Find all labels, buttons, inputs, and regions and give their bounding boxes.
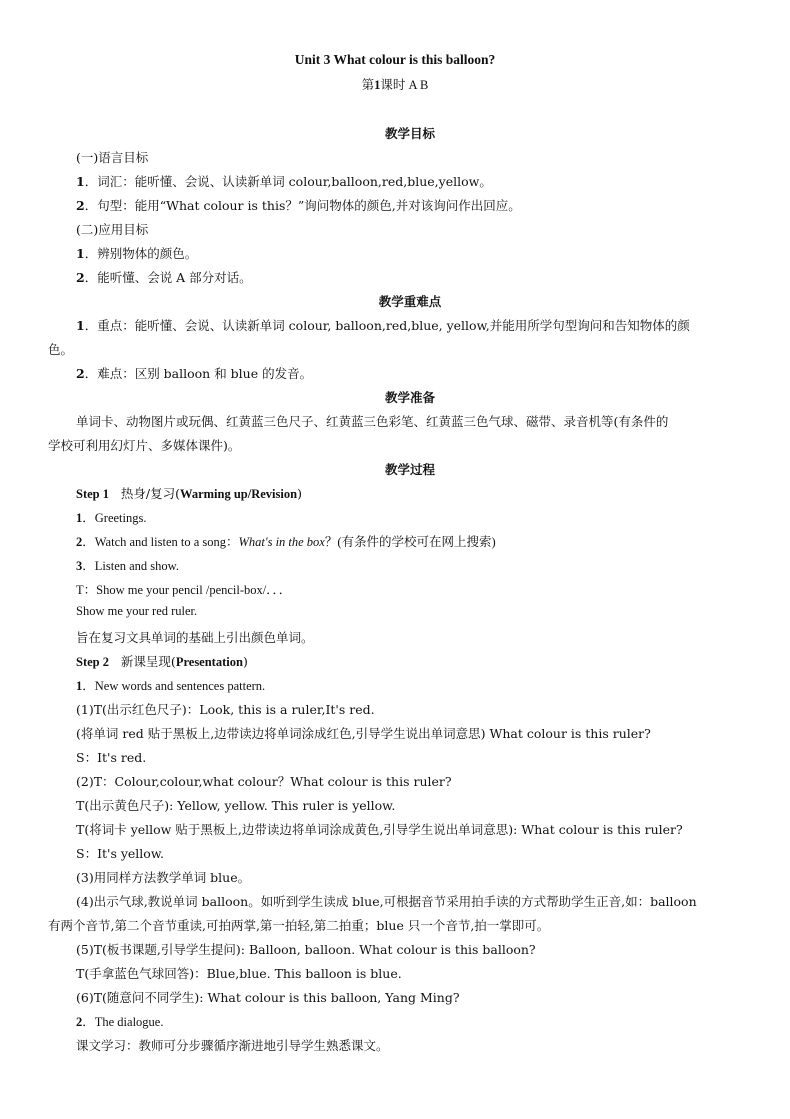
step-close: ) (297, 486, 302, 501)
subtitle-number: 1 (374, 78, 381, 92)
item-text: ．Listen and show. (82, 559, 179, 573)
item-text: ．词汇：能听懂、会说、认读新单词 colour,balloon,red,blue,yellow。 (84, 174, 492, 189)
key-point-2 (76, 364, 312, 382)
goal-application-1 (76, 244, 197, 262)
step-2-para-1: (1)T(出示红色尺子)：Look, this is a ruler,It's red. (76, 702, 375, 717)
step-1-aim: 旨在复习文具单词的基础上引出颜色单词。 (76, 630, 314, 645)
step-2-para-13: 课文学习：教师可分步骤循序渐进地引导学生熟悉课文。 (76, 1038, 389, 1053)
step-2-para-4: (2)T：Colour,colour,what colour？What colour is this ruler? (76, 774, 452, 789)
goal-application-heading: (二)应用目标 (76, 222, 149, 237)
step-1-item-2 (76, 532, 496, 550)
item-text: ．Watch and listen to a song： (82, 535, 239, 549)
goal-language-heading: (一)语言目标 (76, 150, 149, 165)
key-point-1 (76, 316, 690, 334)
item-text: ．重点：能听懂、会说、认读新单词 colour, balloon,red,blue, yellow,并能用所学句型询问和告知物体的颜 (84, 318, 690, 333)
step-cn: 热身/复习( (120, 486, 181, 501)
step-en: Presentation (175, 655, 243, 669)
item-number: 2 (76, 1015, 83, 1029)
item-number: 1 (76, 511, 83, 525)
item-number: 2 (76, 366, 85, 381)
item-number: 1 (76, 246, 85, 261)
step-2-para-5: T(出示黄色尺子): Yellow, yellow. This ruler is yellow. (76, 798, 396, 813)
item-number: 2 (76, 270, 85, 285)
lesson-title: Unit 3 What colour is this balloon? (294, 52, 496, 67)
step-2-para-11: T(手拿蓝色气球回答)：Blue,blue. This balloon is blue. (76, 966, 402, 981)
preparation-text-cont: 学校可利用幻灯片、多媒体课件)。 (48, 438, 241, 453)
step-cn: 新课呈现( (120, 654, 176, 669)
step-2-para-9-cont: 有两个音节,第二个音节重读,可拍两掌,第一拍轻,第二拍重；blue 只一个音节,拍一掌即可。 (48, 918, 550, 933)
step-2-item-2 (76, 1012, 163, 1030)
step-2-para-9: (4)出示气球,教说单词 balloon。如听到学生读成 blue,可根据音节采用拍手读的方式帮助学生正音,如：balloon (76, 894, 697, 909)
step-1-show-line: Show me your red ruler. (76, 604, 198, 618)
preparation-text: 单词卡、动物图片或玩偶、红黄蓝三色尺子、红黄蓝三色彩笔、红黄蓝三色气球、磁带、录音机等(有条件的 (76, 414, 669, 429)
goal-language-2 (76, 196, 521, 214)
step-1-item-3 (76, 556, 179, 574)
key-points-heading: 教学重难点 (378, 294, 442, 309)
step-2-para-3: S：It's red. (76, 750, 147, 765)
key-point-1-cont: 色。 (48, 342, 74, 357)
item-text: ．句型：能用“What colour is this？”询问物体的颜色,并对该询问作出回应。 (84, 198, 521, 213)
preparation-heading: 教学准备 (384, 390, 435, 405)
song-title: What's in the box (238, 535, 325, 549)
process-heading: 教学过程 (384, 462, 435, 477)
step-label: Step 2 (76, 655, 109, 669)
item-number: 1 (76, 174, 85, 189)
item-text: ．辨别物体的颜色。 (84, 246, 198, 261)
item-number: 1 (76, 318, 85, 333)
step-1-item-1 (76, 508, 146, 526)
step-1-heading (76, 484, 302, 502)
step-en: Warming up/Revision (180, 487, 298, 501)
item-text: ．难点：区别 balloon 和 blue 的发音。 (84, 366, 313, 381)
step-2-para-12: (6)T(随意问不同学生): What colour is this balloon, Yang Ming? (76, 990, 460, 1005)
step-2-para-7: S：It's yellow. (76, 846, 165, 861)
lesson-subtitle (0, 75, 790, 93)
item-text: ．Greetings. (82, 511, 147, 525)
step-close: ) (242, 654, 248, 669)
item-number: 1 (76, 679, 83, 693)
step-1-teacher-line: T：Show me your pencil /pencil-box/．．． (76, 583, 292, 597)
step-2-para-8: (3)用同样方法教学单词 blue。 (76, 870, 251, 885)
step-label: Step 1 (76, 487, 109, 501)
item-text: ．The dialogue. (82, 1015, 164, 1029)
step-2-para-2: (将单词 red 贴于黑板上,边带读边将单词涂成红色,引导学生说出单词意思) What colour is this ruler? (76, 726, 651, 741)
item-text: ．能听懂、会说 A 部分对话。 (84, 270, 252, 285)
subtitle-rest: 课时 A B (380, 78, 429, 92)
item-number: 2 (76, 535, 83, 549)
item-number: 2 (76, 198, 85, 213)
step-2-para-6: T(将词卡 yellow 贴于黑板上,边带读边将单词涂成黄色,引导学生说出单词意思): What colour is this ruler? (76, 822, 683, 837)
step-2-item-1 (76, 676, 265, 694)
item-number: 3 (76, 559, 83, 573)
goal-application-2 (76, 268, 252, 286)
item-text-tail: ？(有条件的学校可在网上搜索) (324, 535, 496, 549)
step-2-heading (76, 652, 248, 670)
step-2-para-10: (5)T(板书课题,引导学生提问): Balloon, balloon. What colour is this balloon? (76, 942, 536, 957)
goal-language-1 (76, 172, 492, 190)
item-text: ．New words and sentences pattern. (82, 679, 266, 693)
subtitle-prefix: 第 (361, 78, 375, 92)
goals-heading: 教学目标 (384, 126, 435, 141)
